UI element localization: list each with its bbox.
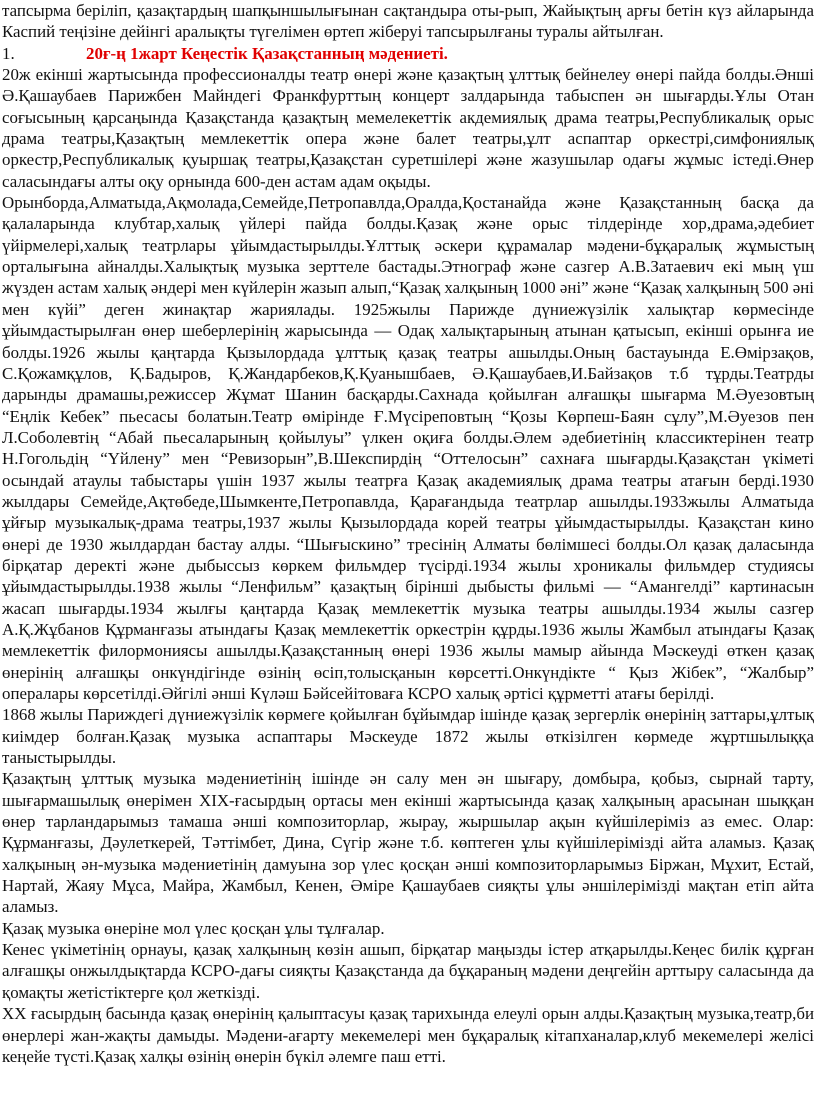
paragraph-professional-art: 20ж екінші жартысында профессионалды театр өнері және қазақтың ұлттық бейнелеу өнері пайда болды.Әнші Ә.Қашаубаев Парижбен Майндегі Франкфурттың концерт залдарында табыспен ән шығарды.Ұлы Отан соғысының қарсаңында Қазақстанда қазақтың мемелекеттік акдемиялық драма театры,Республикалық орыс драма театры,Қазақтың мемлекеттік опера және балет театры,ұлт аспаптар оркестрі,симфониялық оркестр,Республикалық қуыршақ театры,Қазақстан суретшілері және жазушылар одағы жұмыс істеді.Өнер саласындағы алты оқу орнында 600-ден астам адам оқыды. xyxy=(2,65,814,191)
paragraph-clubs-and-theatres: Орынборда,Алматыда,Ақмолада,Семейде,Петропавлда,Оралда,Қостанайда және Қазақстанның басқа да қалаларында клубтар,халық үйлері пайда болды.Қазақ және орыс тілдерінде хор,драма,әдебиет үйірмелері,халық театрлары ұйымдастырылды.Ұлттық әскери құрамалар мәдени-бұқаралық жұмыстың орталығына айналды.Халықтық музыка зерттеле бастады.Этнограф және сазгер А.В.Затаевич екі мың үш жүзден астам халық әндері мен күйлерін жазып алып,“Қазақ халқының 1000 әні” және “Қазақ халқының 500 әні мен күйі” деген жинақтар жариялады. 1925жылы Парижде дүниежүзілік халықтар көрмесінде ұйымдастырылған өнер шеберлерінің жарысында — Одақ халықтарының атынан қатысып, екінші орынға ие болды.1926 жылы қаңтарда Қызылордада ұлттық қазақ театры ашылды.Оның бастауында Е.Өмірзақов, С.Қожамқұлов, Қ.Бадыров, Қ.Жандарбеков,Қ.Қуанышбаев, Ә.Қашаубаев,И.Байзақов т.б тұрды.Театрды дарынды драмашы,режиссер Жұмат Шанин басқарды.Сахнада қойылған алғашқы шығарма М.Әуезовтың “Еңлік Кебек” пьесасы болатын.Театр өмірінде Ғ.Мүсіреповтың “Қозы Көрпеш-Баян сұлу”,М.Әуезов пен Л.Соболевтің “Абай пьесаларының қойылуы” үлкен оқиға болды.Әлем әдебиетінің классиктерінен театр Н.Гогольдің “Үйлену” мен “Ревизорын”,В.Шекспирдің “Оттелосын” сахнаға шығарды.Қазақстан үкіметі осындай атаулы табыстары үшін 1937 жылы театрға Қазақ академиялық драма театры атағын берді.1930 жылдары Семейде,Ақтөбеде,Шымкенте,Петропавлда, Қарағандыда театрлар ашылды.1933жылы Алматыда ұйғыр музыкалық-драма театры,1937 жылы Қызылордада корей театры ұйымдастырылды. Қазақстан кино өнері де 1930 жылдардан бастау алды. “Шығыскино” тресінің Алматы бөлімшесі болды.Ол қазақ даласында бірқатар деректі және дыбыссыз көркем фильмдер түсірді.1934 жылы хроникалы фильмдер студиясы ұйымдастырылды.1938 жылы “Ленфильм” қазақтың бірінші дыбысты фильмі — “Амангелді” картинасын жасап шығарды.1934 жылғы қаңтарда Қазақ мемлекеттік музыка театры ашылды.1934 жылы сазгер А.Қ.Жұбанов Құрманғазы атындағы Қазақ мемлекеттік оркестрін құрды.1936 жылы Жамбыл атындағы Қазақ мемлекеттік филормониясы ашылды.Қазақстанның өнері 1936 жылы мамыр айында Мәскеуді өткен қазақ өнерінің алғашқы онкүндігінде өзінің өсіп,толысқанын көрсетті.Онкүндікте “ Қыз Жібек”, “Жалбыр” опералары көрсетілді.Әйгілі әнші Күләш Бәйсейітоваға КСРО халық әртісі құрметті атағы берілді. xyxy=(2,193,814,703)
section-title: 20ғ-ң 1жарт Кеңестік Қазақстанның мәдениеті. xyxy=(86,43,448,63)
section-number: 1. xyxy=(2,43,15,63)
intro-paragraph: тапсырма беріліп, қазақтардың шапқыншылығынан сақтандыра оты-рып, Жайықтың арғы бетін күз айларында Каспий теңізіне дейінгі аралықты түгелімен өртеп жіберуі тапсырылғаны туралы айтылған. xyxy=(2,1,814,42)
paragraph-national-music: Қазақтың ұлттық музыка мәдениетінің ішінде ән салу мен ән шығару, домбыра, қобыз, сырнай тарту, шығармашылық өнерімен XIX-ғасырдың ортасы мен екінші жартысында қазақ халқының арасынан шыққан өнер тарландарымыз тамаша әнші композиторлар, жырау, жыршылар ақын күйшілеріміз аз емес. Олар: Құрманғазы, Дәулеткерей, Тәттімбет, Дина, Сүгір және т.б. көптеген ұлы күйшілерімізді айта аламыз. Қазақ халқының ән-музыка мәдениетінің дамуына зор үлес қосқан әнші композиторларымыз Біржан, Мұхит, Естай, Нартай, Жаяу Мұса, Майра, Жамбыл, Кенен, Әміре Қашаубаев сияқты ұлы әншілерімізді мақтан етіп айта аламыз. xyxy=(2,769,814,917)
section-heading xyxy=(2,43,814,64)
paragraph-soviet-power: Кенес үкіметінің орнауы, қазақ халқының көзін ашып, бірқатар маңызды істер атқарылды.Кеңес билік құрған алғашқы онжылдықтарда КСРО-дағы сияқты Қазақстанда да бұқараның мәдени деңгейін арттыру саласында да қомақты жетістіктерге қол жеткізді. xyxy=(2,940,814,1002)
document-page xyxy=(2,0,814,1067)
paragraph-great-figures: Қазақ музыка өнеріне мол үлес қосқан ұлы тұлғалар. xyxy=(2,918,385,938)
paragraph-xx-century: XX ғасырдың басында қазақ өнерінің қалыптасуы қазақ тарихында елеулі орын алды.Қазақтың музыка,театр,би өнерлері жан-жақты дамыды. Мәдени-ағарту мекемелері мен бұқаралық кітапханалар,клуб мекемелері желісі кеңейе түсті.Қазақ халқы өзінің өнерін бүкіл әлемге паш етті. xyxy=(2,1004,814,1066)
paragraph-paris-exhibition: 1868 жылы Париждегі дүниежүзілік көрмеге қойылған бұйымдар ішінде қазақ зергерлік өнерінің заттары,ұлтық киімдер болған.Қазақ музыка аспаптары Мәскеуде 1872 жылы өткізілген көрмеде жұртшылыққа таныстырылды. xyxy=(2,705,814,768)
